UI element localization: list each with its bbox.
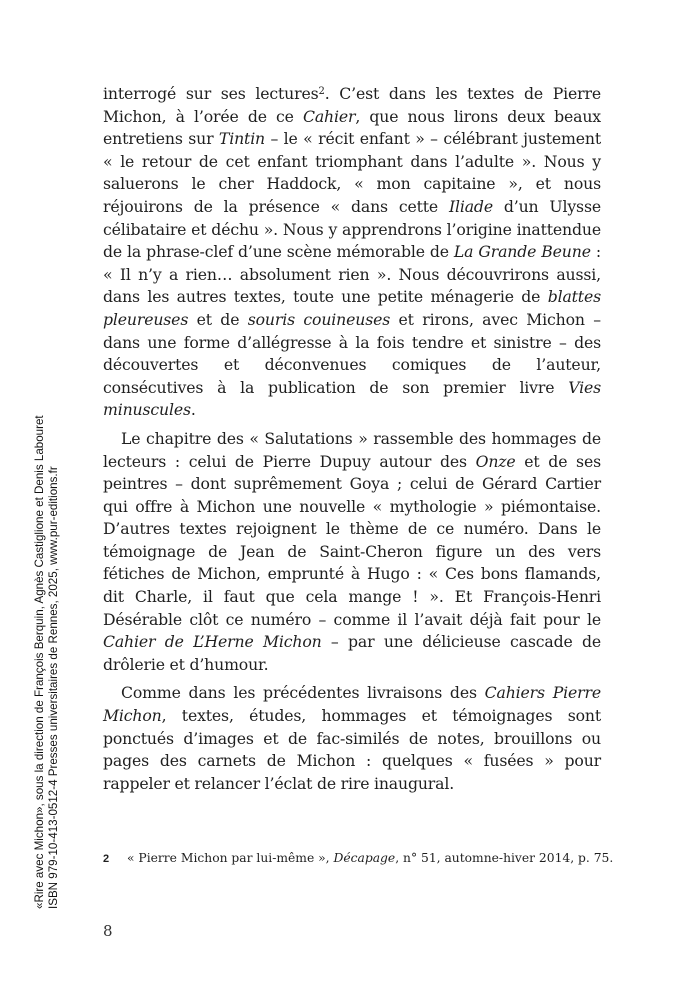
text-run: . C’est dans les textes de Pierre Michon, à l’orée de ce <box>103 84 602 126</box>
text-run: et de <box>188 309 248 329</box>
footnote <box>103 850 623 867</box>
italic-title: Tintin <box>218 129 266 149</box>
page-number: 8 <box>103 922 113 940</box>
italic-phrase: souris couineuses <box>247 309 391 329</box>
italic-title: Onze <box>475 451 516 471</box>
rotated-citation-sidebar <box>33 109 61 909</box>
text-run: , que nous lirons deux beaux entretiens sur <box>103 106 601 149</box>
italic-title: Vies minuscules <box>103 377 601 420</box>
text-run: , textes, études, hommages et témoignages sont ponctués d’images et de fac-similés de notes, brouillons ou pages des carnets de Michon : quelques « fusées » pour rappeler et relancer l’éclat de rire inaugural. <box>103 706 601 793</box>
text-run: et de ses peintres – dont suprêmement Goya ; celui de Gérard Cartier qui offre à Michon une nouvelle « mythologie » piémontaise. D’autres textes rejoignent le thème de ce numéro. Dans le témoignage de Jean de Saint-Cheron figure un des vers fétiches de Michon, emprunté à Hugo : « Ces bons flamands, dit Charle, il faut que cela mange ! ». Et François-Henri Désérable clôt ce numéro – comme il l’avait déjà fait pour le <box>103 451 601 629</box>
text-run: . <box>190 400 196 420</box>
italic-title: La Grande Beune <box>453 242 591 262</box>
text-run: – par une délicieuse cascade de drôlerie et d’humour. <box>103 632 601 674</box>
citation-line-1: «Rire avec Michon», sous la direction de François Berquin, Agnès Castiglione et Denis Labouret <box>33 415 46 909</box>
text-run: et rirons, avec Michon – dans une forme d’allégresse à la fois tendre et sinistre – des découvertes et déconvenues comiques de l’auteur, consécutives à la publication de son premier livre <box>103 309 601 397</box>
italic-title: Cahiers Pierre Michon <box>103 683 601 726</box>
italic-title: Cahier de L’Herne Michon <box>103 632 322 652</box>
text-run: : « Il n’y a rien… absolument rien ». Nous découvrirons aussi, dans les autres textes, toute une petite ménagerie de <box>103 242 601 307</box>
text-run: , n° 51, automne-hiver 2014, p. 75. <box>395 851 614 865</box>
paragraph-2 <box>103 428 601 677</box>
citation-line-2: ISBN 979-10-413-0512-4 Presses universitaires de Rennes, 2025, www.pur-editions.fr <box>47 466 60 909</box>
text-run: d’un Ulysse célibataire et déchu ». Nous y apprendrons l’origine inattendue de la phrase-clef d’une scène mémorable de <box>103 196 601 262</box>
paragraph-3 <box>103 682 601 795</box>
paragraph-1 <box>103 83 601 422</box>
body-text <box>103 83 601 795</box>
italic-phrase: blattes pleureuses <box>103 287 601 329</box>
text-run: « Pierre Michon par lui-même », <box>127 851 334 865</box>
italic-title: Cahier <box>303 106 356 126</box>
footnote-reference[interactable]: 2 <box>318 86 325 97</box>
italic-title: Décapage <box>333 851 396 865</box>
footnote-number: 2 <box>103 853 110 865</box>
text-run: Comme dans les précédentes livraisons des <box>121 683 485 703</box>
text-run: Le chapitre des « Salutations » rassemble des hommages de lecteurs : celui de Pierre Dupuy autour des <box>103 428 601 471</box>
italic-title: Iliade <box>448 196 493 216</box>
text-run: – le « récit enfant » – célébrant justement « le retour de cet enfant triomphant dans l’adulte ». Nous y saluerons le cher Haddock, « mon capitaine », et nous réjouirons de la présence « dans cette <box>103 129 601 216</box>
text-run: interrogé sur ses lectures <box>103 84 319 103</box>
